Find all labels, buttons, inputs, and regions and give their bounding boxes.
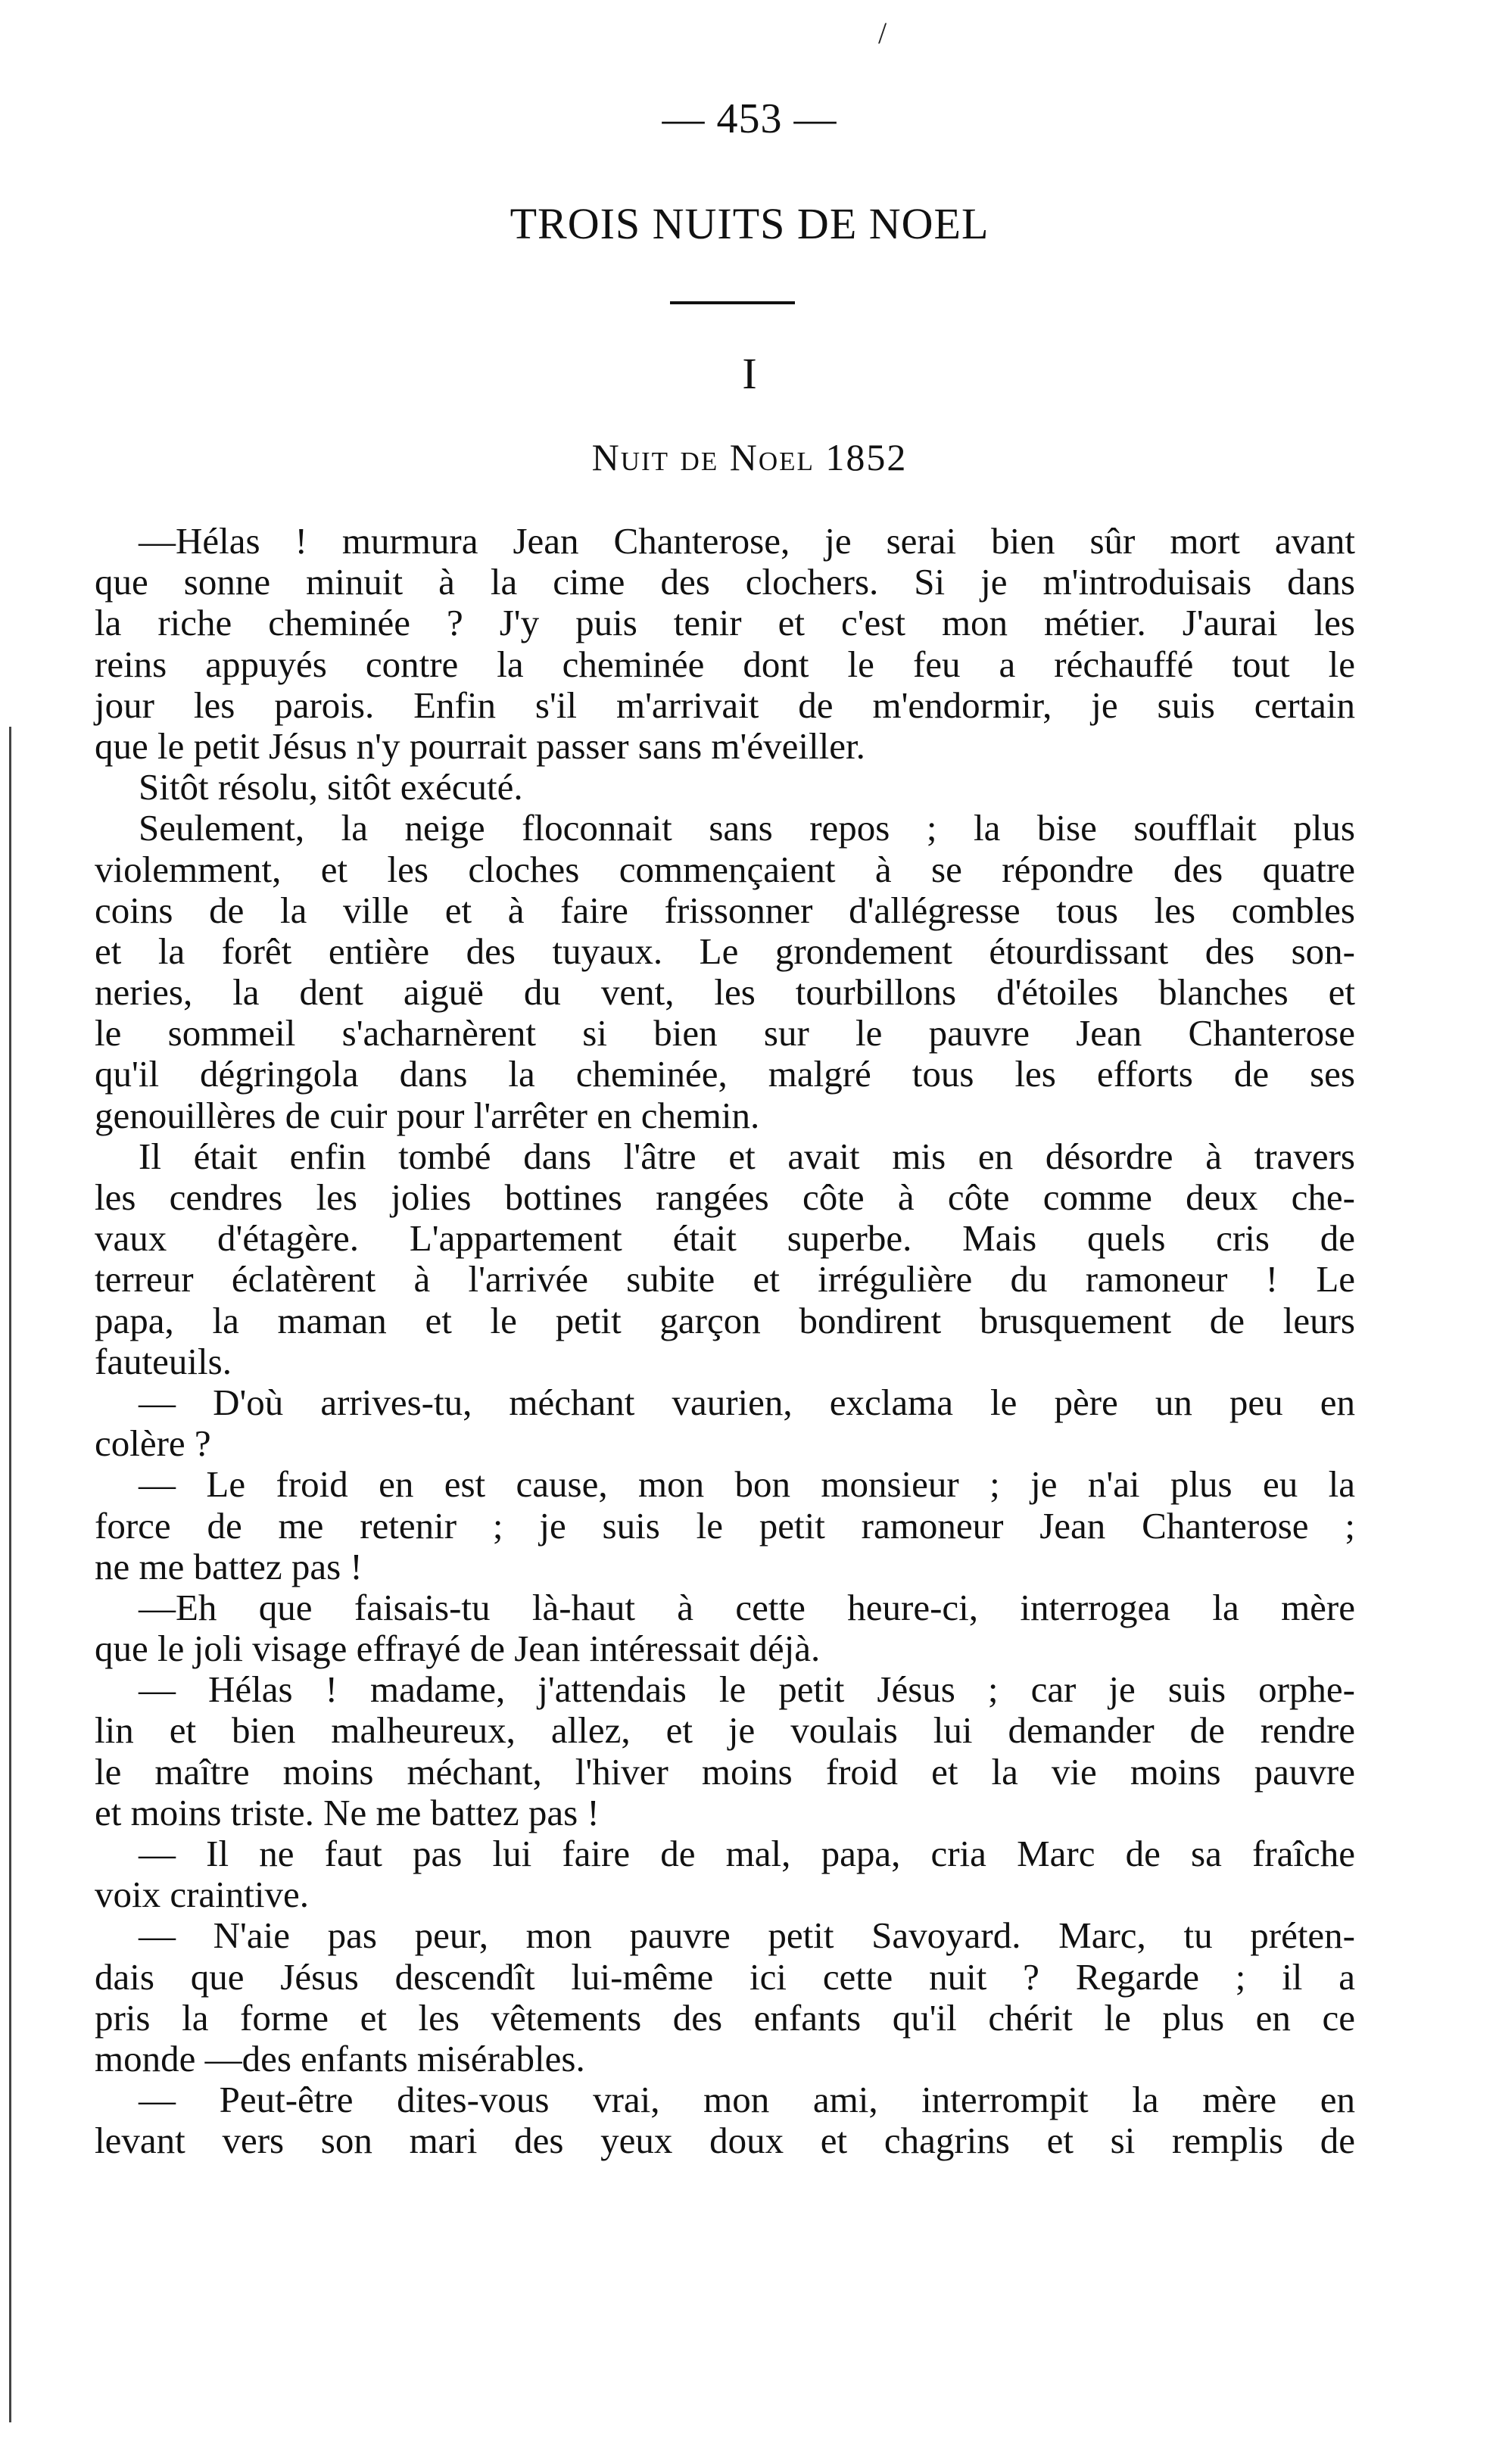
text-line: que le petit Jésus n'y pourrait passer sans m'éveiller. [95, 724, 865, 767]
text-line: Il était enfin tombé dans l'âtre et avait mis en désordre à travers [139, 1135, 1355, 1177]
text-line: —Eh que faisais-tu là-haut à cette heure-ci, interrogea la mère [139, 1586, 1355, 1628]
text-line: genouillères de cuir pour l'arrêter en chemin. [95, 1094, 760, 1136]
text-line: —Hélas ! murmura Jean Chanterose, je serai bien sûr mort avant [139, 520, 1355, 562]
text-line: — N'aie pas peur, mon pauvre petit Savoyard. Marc, tu préten- [139, 1914, 1355, 1957]
text-line: colère ? [95, 1422, 211, 1465]
margin-line [9, 727, 11, 2422]
text-line: violemment, et les cloches commençaient à se répondre des quatre [95, 848, 1355, 890]
text-line: levant vers son mari des yeux doux et chagrins et si remplis de [95, 2120, 1355, 2162]
text-line: la riche cheminée ? J'y puis tenir et c'est mon métier. J'aurai les [95, 602, 1355, 644]
text-line: jour les parois. Enfin s'il m'arrivait de m'endormir, je suis certain [95, 684, 1355, 726]
text-line: — Le froid en est cause, mon bon monsieur ; je n'ai plus eu la [139, 1463, 1355, 1506]
text-line: Seulement, la neige floconnait sans repos ; la bise soufflait plus [139, 807, 1355, 849]
text-line: — Peut-être dites-vous vrai, mon ami, interrompit la mère en [139, 2079, 1355, 2121]
text-line: fauteuils. [95, 1340, 232, 1382]
text-line: voix craintive. [95, 1874, 310, 1916]
body-text [95, 521, 1355, 2162]
text-line: les cendres les jolies bottines rangées côte à côte comme deux che- [95, 1176, 1355, 1218]
text-line: neries, la dent aiguë du vent, les tourbillons d'étoiles blanches et [95, 971, 1355, 1014]
text-line: que le joli visage effrayé de Jean intéressait déjà. [95, 1628, 821, 1670]
text-line: force de me retenir ; je suis le petit ramoneur Jean Chanterose ; [95, 1504, 1355, 1547]
text-line: dais que Jésus descendît lui-même ici cette nuit ? Regarde ; il a [95, 1955, 1355, 1998]
text-line: et la forêt entière des tuyaux. Le grondement étourdissant des son- [95, 930, 1355, 972]
page-number: — 453 — [662, 95, 837, 142]
text-line: que sonne minuit à la cime des clochers. Si je m'introduisais dans [95, 561, 1355, 603]
text-line: monde —des enfants misérables. [95, 2037, 585, 2079]
text-line: et moins triste. Ne me battez pas ! [95, 1791, 600, 1833]
text-line: — Hélas ! madame, j'attendais le petit Jésus ; car je suis orphe- [139, 1668, 1355, 1711]
text-line: vaux d'étagère. L'appartement était superbe. Mais quels cris de [95, 1217, 1355, 1260]
text-line: le sommeil s'acharnèrent si bien sur le pauvre Jean Chanterose [95, 1012, 1355, 1054]
text-line: qu'il dégringola dans la cheminée, malgré tous les efforts de ses [95, 1053, 1355, 1095]
ink-mark: / [878, 16, 887, 50]
text-line: lin et bien malheureux, allez, et je voulais lui demander de rendre [95, 1709, 1355, 1752]
text-line: — D'où arrives-tu, méchant vaurien, exclama le père un peu en [139, 1381, 1355, 1423]
text-line: terreur éclatèrent à l'arrivée subite et irrégulière du ramoneur ! Le [95, 1258, 1355, 1301]
title-divider [670, 301, 795, 304]
section-subtitle: Nuit de Noel 1852 [591, 436, 908, 478]
text-line: coins de la ville et à faire frissonner d'allégresse tous les combles [95, 889, 1355, 931]
text-line: Sitôt résolu, sitôt exécuté. [139, 766, 523, 808]
chapter-title: TROIS NUITS DE NOEL [510, 199, 989, 248]
text-line: — Il ne faut pas lui faire de mal, papa, cria Marc de sa fraîche [139, 1833, 1355, 1874]
text-line: pris la forme et les vêtements des enfants qu'il chérit le plus en ce [95, 1996, 1355, 2039]
section-number: I [742, 349, 757, 398]
text-line: reins appuyés contre la cheminée dont le feu a réchauffé tout le [95, 643, 1355, 685]
text-line: le maître moins méchant, l'hiver moins froid et la vie moins pauvre [95, 1750, 1355, 1793]
text-line: ne me battez pas ! [95, 1545, 363, 1587]
text-line: papa, la maman et le petit garçon bondirent brusquement de leurs [95, 1299, 1355, 1341]
